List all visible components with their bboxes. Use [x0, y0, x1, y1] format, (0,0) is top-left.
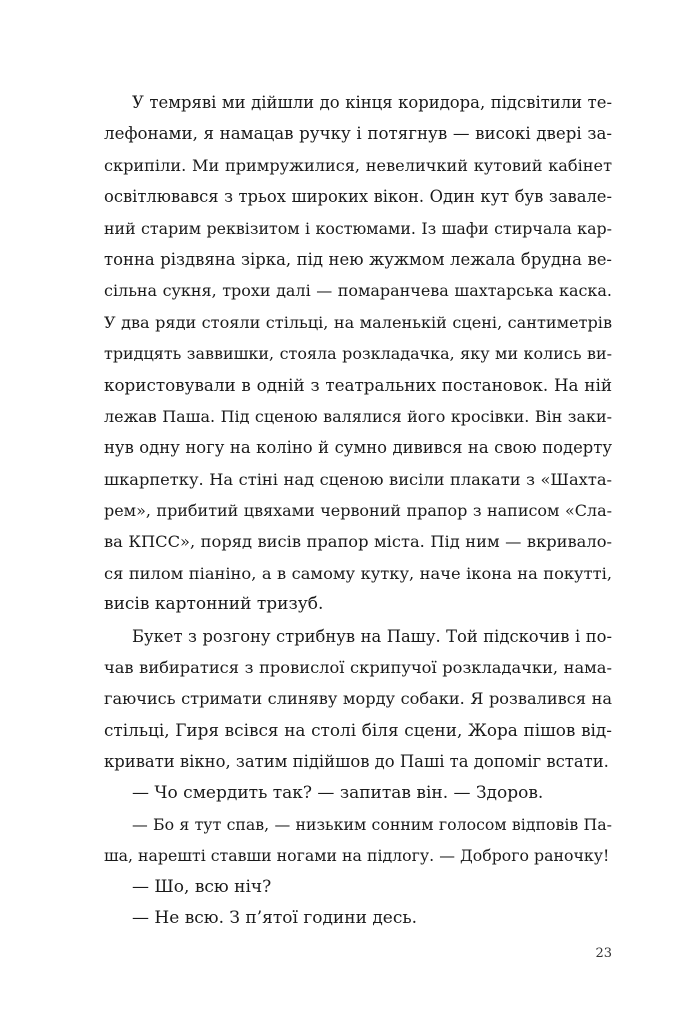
- text-line: лежав Паша. Під сценою валялися його кросівки. Він заки-: [104, 406, 612, 426]
- text-line: ний старим реквізитом і костюмами. Із шафи стирчала кар-: [104, 218, 612, 238]
- text-line: рем», прибитий цвяхами червоний прапор з написом «Сла-: [104, 501, 612, 521]
- text-line: кривати вікно, затим підійшов до Паші та допоміг встати.: [104, 752, 609, 772]
- text-line: — Шо, всю ніч?: [132, 876, 272, 897]
- text-line: висів картонний тризуб.: [104, 594, 324, 615]
- text-line: тонна різдвяна зірка, під нею жужмом лежала брудна ве-: [104, 249, 612, 269]
- text-line: гаючись стримати слиняву морду собаки. Я розвалився на: [104, 689, 612, 709]
- text-line: У два ряди стояли стільці, на маленькій сцені, сантиметрів: [104, 312, 612, 332]
- text-line: ся пилом піаніно, а в самому кутку, наче ікона на покутті,: [104, 563, 612, 583]
- text-line: сільна сукня, трохи далі — помаранчева шахтарська каска.: [104, 281, 612, 301]
- text-line: — Чо смердить так? — запитав він. — Здоров.: [132, 782, 544, 803]
- text-line: нув одну ногу на коліно й сумно дивився на свою подерту: [104, 438, 612, 458]
- text-line: чав вибиратися з провислої скрипучої розкладачки, нама-: [104, 658, 612, 678]
- text-line: користовували в одній з театральних постановок. На ній: [104, 374, 612, 395]
- text-line: освітлювався з трьох широких вікон. Один кут був завале-: [104, 187, 612, 207]
- text-line: ва КПСС», поряд висів прапор міста. Під ним — вкривало-: [104, 532, 612, 552]
- text-line: тридцять заввишки, стояла розкладачка, яку ми колись ви-: [104, 344, 612, 364]
- page-number: 23: [595, 946, 612, 961]
- text-line: — Бо я тут спав, — низьким сонним голосом відповів Па-: [132, 814, 612, 834]
- text-line: — Не всю. З п’ятої години десь.: [132, 908, 418, 929]
- body-text: [104, 87, 612, 935]
- text-line: У темряві ми дійшли до кінця коридора, підсвітили те-: [132, 93, 612, 112]
- text-line: стільці, Гиря всівся на столі біля сцени, Жора пішов від-: [104, 719, 612, 740]
- text-line: лефонами, я намацав ручку і потягнув — високі двері за-: [104, 124, 612, 144]
- text-line: Букет з розгону стрибнув на Пашу. Той підскочив і по-: [132, 626, 612, 646]
- text-line: шкарпетку. На стіні над сценою висіли плакати з «Шахта-: [104, 469, 612, 489]
- text-line: ша, нарешті ставши ногами на підлогу. — Доброго раночку!: [104, 846, 610, 866]
- text-line: скрипіли. Ми примружилися, невеличкий кутовий кабінет: [104, 155, 612, 175]
